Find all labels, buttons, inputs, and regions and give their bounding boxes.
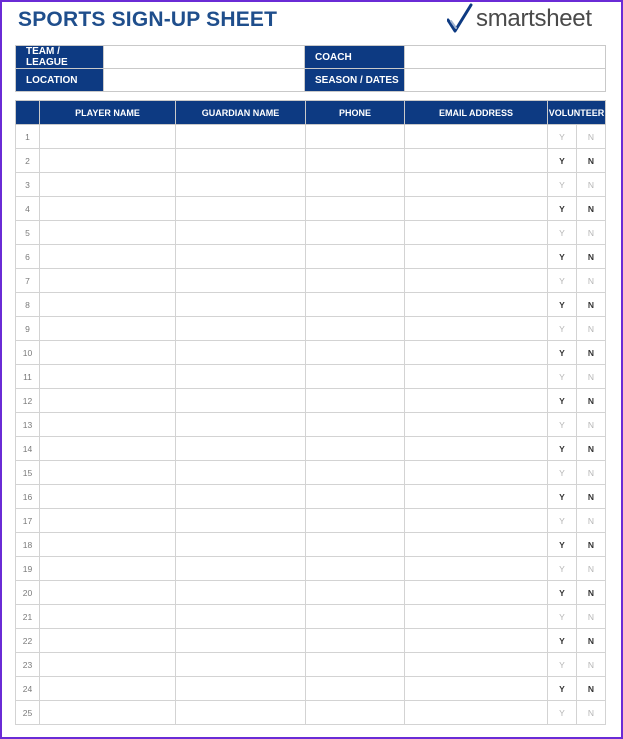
player-name-cell[interactable]	[40, 653, 176, 677]
volunteer-yes-option[interactable]: Y	[548, 581, 577, 605]
phone-cell[interactable]	[306, 173, 405, 197]
volunteer-yes-option[interactable]: Y	[548, 365, 577, 389]
checkmark-icon	[447, 3, 473, 35]
volunteer-yes-option[interactable]: Y	[548, 461, 577, 485]
volunteer-no-option[interactable]: N	[577, 221, 606, 245]
email-address-cell[interactable]	[405, 485, 548, 509]
player-name-cell[interactable]	[40, 581, 176, 605]
email-address-cell[interactable]	[405, 149, 548, 173]
table-row	[16, 677, 606, 701]
table-row	[16, 581, 606, 605]
volunteer-no-option[interactable]: N	[577, 173, 606, 197]
guardian-name-cell[interactable]	[176, 413, 306, 437]
table-row	[16, 221, 606, 245]
guardian-name-cell[interactable]	[176, 173, 306, 197]
email-address-cell[interactable]	[405, 509, 548, 533]
email-address-cell[interactable]	[405, 365, 548, 389]
phone-header: PHONE	[306, 101, 405, 125]
volunteer-no-option[interactable]: N	[577, 413, 606, 437]
row-number: 1	[16, 125, 40, 149]
coach-label: COACH	[305, 46, 405, 69]
phone-cell[interactable]	[306, 149, 405, 173]
smartsheet-logo	[447, 2, 592, 36]
row-number: 14	[16, 437, 40, 461]
phone-cell[interactable]	[306, 461, 405, 485]
phone-cell[interactable]	[306, 437, 405, 461]
table-row	[16, 533, 606, 557]
volunteer-yes-option[interactable]: Y	[548, 197, 577, 221]
guardian-name-cell[interactable]	[176, 557, 306, 581]
guardian-name-cell[interactable]	[176, 701, 306, 725]
table-row	[16, 701, 606, 725]
player-name-cell[interactable]	[40, 173, 176, 197]
guardian-name-cell[interactable]	[176, 245, 306, 269]
email-address-cell[interactable]	[405, 245, 548, 269]
volunteer-no-option[interactable]: N	[577, 485, 606, 509]
row-number: 10	[16, 341, 40, 365]
logo-text: smartsheet	[476, 5, 592, 32]
row-number: 13	[16, 413, 40, 437]
guardian-name-cell[interactable]	[176, 653, 306, 677]
volunteer-yes-option[interactable]: Y	[548, 533, 577, 557]
table-row	[16, 173, 606, 197]
page-title: SPORTS SIGN-UP SHEET	[18, 8, 278, 31]
table-row	[16, 461, 606, 485]
row-number: 16	[16, 485, 40, 509]
email-address-cell[interactable]	[405, 317, 548, 341]
table-row	[16, 389, 606, 413]
phone-cell[interactable]	[306, 269, 405, 293]
table-row	[16, 629, 606, 653]
email-address-cell[interactable]	[405, 629, 548, 653]
volunteer-no-option[interactable]: N	[577, 533, 606, 557]
row-number: 20	[16, 581, 40, 605]
roster-body	[16, 125, 606, 725]
row-number: 22	[16, 629, 40, 653]
table-row	[16, 341, 606, 365]
guardian-name-cell[interactable]	[176, 629, 306, 653]
row-number-header	[16, 101, 40, 125]
guardian-name-cell[interactable]	[176, 269, 306, 293]
volunteer-yes-option[interactable]: Y	[548, 341, 577, 365]
guardian-name-cell[interactable]	[176, 677, 306, 701]
email-address-cell[interactable]	[405, 533, 548, 557]
guardian-name-cell[interactable]	[176, 365, 306, 389]
row-number: 5	[16, 221, 40, 245]
row-number: 6	[16, 245, 40, 269]
email-address-cell[interactable]	[405, 437, 548, 461]
volunteer-no-option[interactable]: N	[577, 653, 606, 677]
volunteer-yes-option[interactable]: Y	[548, 509, 577, 533]
volunteer-yes-option[interactable]: Y	[548, 221, 577, 245]
phone-cell[interactable]	[306, 605, 405, 629]
volunteer-yes-option[interactable]: Y	[548, 605, 577, 629]
table-row	[16, 245, 606, 269]
team-league-label: TEAM / LEAGUE	[16, 46, 104, 69]
volunteer-no-option[interactable]: N	[577, 317, 606, 341]
table-row	[16, 413, 606, 437]
email-address-cell[interactable]	[405, 461, 548, 485]
volunteer-no-option[interactable]: N	[577, 677, 606, 701]
volunteer-no-option[interactable]: N	[577, 341, 606, 365]
row-number: 3	[16, 173, 40, 197]
coach-field[interactable]	[405, 46, 606, 69]
player-name-cell[interactable]	[40, 557, 176, 581]
volunteer-yes-option[interactable]: Y	[548, 293, 577, 317]
row-number: 25	[16, 701, 40, 725]
row-number: 12	[16, 389, 40, 413]
row-number: 15	[16, 461, 40, 485]
row-number: 8	[16, 293, 40, 317]
player-name-cell[interactable]	[40, 341, 176, 365]
volunteer-no-option[interactable]: N	[577, 557, 606, 581]
email-address-cell[interactable]	[405, 293, 548, 317]
volunteer-yes-option[interactable]: Y	[548, 485, 577, 509]
table-row	[16, 149, 606, 173]
row-number: 11	[16, 365, 40, 389]
table-row	[16, 365, 606, 389]
player-name-cell[interactable]	[40, 413, 176, 437]
phone-cell[interactable]	[306, 197, 405, 221]
row-number: 21	[16, 605, 40, 629]
phone-cell[interactable]	[306, 125, 405, 149]
roster-table	[15, 100, 606, 725]
email-address-cell[interactable]	[405, 389, 548, 413]
guardian-name-cell[interactable]	[176, 437, 306, 461]
volunteer-no-option[interactable]: N	[577, 197, 606, 221]
player-name-cell[interactable]	[40, 221, 176, 245]
phone-cell[interactable]	[306, 653, 405, 677]
table-row	[16, 317, 606, 341]
season-dates-field[interactable]	[405, 69, 606, 92]
table-row	[16, 485, 606, 509]
player-name-cell[interactable]	[40, 509, 176, 533]
guardian-name-cell[interactable]	[176, 317, 306, 341]
player-name-cell[interactable]	[40, 485, 176, 509]
email-address-cell[interactable]	[405, 677, 548, 701]
volunteer-yes-option[interactable]: Y	[548, 149, 577, 173]
phone-cell[interactable]	[306, 533, 405, 557]
player-name-cell[interactable]	[40, 677, 176, 701]
volunteer-yes-option[interactable]: Y	[548, 557, 577, 581]
player-name-cell[interactable]	[40, 701, 176, 725]
phone-cell[interactable]	[306, 701, 405, 725]
volunteer-no-option[interactable]: N	[577, 389, 606, 413]
phone-cell[interactable]	[306, 677, 405, 701]
phone-cell[interactable]	[306, 557, 405, 581]
player-name-cell[interactable]	[40, 437, 176, 461]
player-name-cell[interactable]	[40, 365, 176, 389]
email-address-cell[interactable]	[405, 221, 548, 245]
email-address-cell[interactable]	[405, 653, 548, 677]
table-row	[16, 269, 606, 293]
email-address-cell[interactable]	[405, 269, 548, 293]
info-table	[15, 45, 606, 92]
row-number: 4	[16, 197, 40, 221]
guardian-name-header: GUARDIAN NAME	[176, 101, 306, 125]
player-name-cell[interactable]	[40, 269, 176, 293]
row-number: 23	[16, 653, 40, 677]
volunteer-no-option[interactable]: N	[577, 509, 606, 533]
phone-cell[interactable]	[306, 581, 405, 605]
email-address-cell[interactable]	[405, 557, 548, 581]
phone-cell[interactable]	[306, 485, 405, 509]
volunteer-no-option[interactable]: N	[577, 461, 606, 485]
email-address-cell[interactable]	[405, 701, 548, 725]
player-name-cell[interactable]	[40, 317, 176, 341]
volunteer-no-option[interactable]: N	[577, 701, 606, 725]
volunteer-no-option[interactable]: N	[577, 125, 606, 149]
location-label: LOCATION	[16, 69, 104, 92]
player-name-cell[interactable]	[40, 197, 176, 221]
table-row	[16, 653, 606, 677]
row-number: 17	[16, 509, 40, 533]
player-name-header: PLAYER NAME	[40, 101, 176, 125]
volunteer-yes-option[interactable]: Y	[548, 413, 577, 437]
row-number: 24	[16, 677, 40, 701]
guardian-name-cell[interactable]	[176, 581, 306, 605]
volunteer-yes-option[interactable]: Y	[548, 677, 577, 701]
volunteer-no-option[interactable]: N	[577, 245, 606, 269]
volunteer-yes-option[interactable]: Y	[548, 629, 577, 653]
player-name-cell[interactable]	[40, 533, 176, 557]
table-row	[16, 437, 606, 461]
email-address-cell[interactable]	[405, 581, 548, 605]
volunteer-no-option[interactable]: N	[577, 581, 606, 605]
email-address-cell[interactable]	[405, 197, 548, 221]
volunteer-no-option[interactable]: N	[577, 293, 606, 317]
table-row	[16, 293, 606, 317]
volunteer-no-option[interactable]: N	[577, 149, 606, 173]
volunteer-no-option[interactable]: N	[577, 437, 606, 461]
volunteer-yes-option[interactable]: Y	[548, 389, 577, 413]
email-address-header: EMAIL ADDRESS	[405, 101, 548, 125]
player-name-cell[interactable]	[40, 149, 176, 173]
table-row	[16, 125, 606, 149]
team-league-field[interactable]	[104, 46, 305, 69]
player-name-cell[interactable]	[40, 461, 176, 485]
guardian-name-cell[interactable]	[176, 197, 306, 221]
table-row	[16, 197, 606, 221]
guardian-name-cell[interactable]	[176, 221, 306, 245]
guardian-name-cell[interactable]	[176, 461, 306, 485]
row-number: 7	[16, 269, 40, 293]
player-name-cell[interactable]	[40, 629, 176, 653]
phone-cell[interactable]	[306, 293, 405, 317]
volunteer-no-option[interactable]: N	[577, 365, 606, 389]
email-address-cell[interactable]	[405, 605, 548, 629]
email-address-cell[interactable]	[405, 413, 548, 437]
volunteer-yes-option[interactable]: Y	[548, 245, 577, 269]
email-address-cell[interactable]	[405, 173, 548, 197]
volunteer-yes-option[interactable]: Y	[548, 125, 577, 149]
player-name-cell[interactable]	[40, 125, 176, 149]
phone-cell[interactable]	[306, 245, 405, 269]
guardian-name-cell[interactable]	[176, 341, 306, 365]
player-name-cell[interactable]	[40, 245, 176, 269]
guardian-name-cell[interactable]	[176, 533, 306, 557]
volunteer-yes-option[interactable]: Y	[548, 173, 577, 197]
volunteer-yes-option[interactable]: Y	[548, 269, 577, 293]
player-name-cell[interactable]	[40, 293, 176, 317]
phone-cell[interactable]	[306, 509, 405, 533]
row-number: 9	[16, 317, 40, 341]
guardian-name-cell[interactable]	[176, 389, 306, 413]
volunteer-yes-option[interactable]: Y	[548, 701, 577, 725]
volunteer-no-option[interactable]: N	[577, 629, 606, 653]
guardian-name-cell[interactable]	[176, 149, 306, 173]
player-name-cell[interactable]	[40, 389, 176, 413]
email-address-cell[interactable]	[405, 125, 548, 149]
guardian-name-cell[interactable]	[176, 485, 306, 509]
row-number: 19	[16, 557, 40, 581]
phone-cell[interactable]	[306, 389, 405, 413]
guardian-name-cell[interactable]	[176, 509, 306, 533]
phone-cell[interactable]	[306, 413, 405, 437]
email-address-cell[interactable]	[405, 341, 548, 365]
guardian-name-cell[interactable]	[176, 605, 306, 629]
row-number: 2	[16, 149, 40, 173]
volunteer-header: VOLUNTEER	[548, 101, 606, 125]
player-name-cell[interactable]	[40, 605, 176, 629]
guardian-name-cell[interactable]	[176, 293, 306, 317]
volunteer-no-option[interactable]: N	[577, 269, 606, 293]
phone-cell[interactable]	[306, 629, 405, 653]
table-row	[16, 557, 606, 581]
phone-cell[interactable]	[306, 341, 405, 365]
volunteer-no-option[interactable]: N	[577, 605, 606, 629]
volunteer-yes-option[interactable]: Y	[548, 653, 577, 677]
phone-cell[interactable]	[306, 317, 405, 341]
table-row	[16, 509, 606, 533]
guardian-name-cell[interactable]	[176, 125, 306, 149]
season-dates-label: SEASON / DATES	[305, 69, 405, 92]
phone-cell[interactable]	[306, 221, 405, 245]
table-row	[16, 605, 606, 629]
volunteer-yes-option[interactable]: Y	[548, 317, 577, 341]
volunteer-yes-option[interactable]: Y	[548, 437, 577, 461]
phone-cell[interactable]	[306, 365, 405, 389]
row-number: 18	[16, 533, 40, 557]
location-field[interactable]	[104, 69, 305, 92]
